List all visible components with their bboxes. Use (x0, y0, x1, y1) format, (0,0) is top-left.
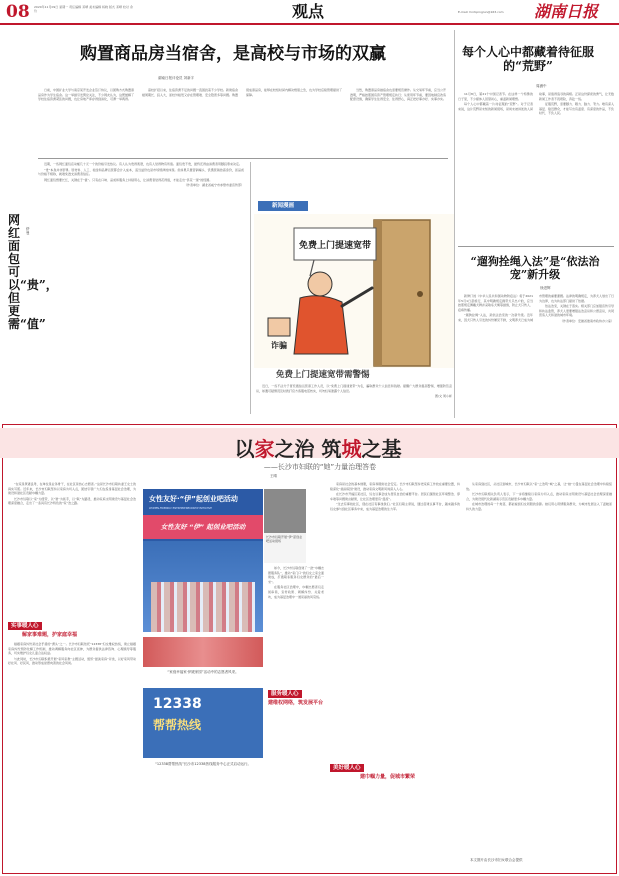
divider (250, 162, 251, 414)
paragraph: “过去有事找社区，现在社区有事找我们。”社区妇联主席说，通过搭建议事平台，越来越多的妇女参与到社区事务中来，成为基层治理的生力军。 (330, 502, 460, 511)
paragraph: 长沙市妇联以“家”为纽带，以“智”为抓手，以“联”为路径，推动家庭文明建设与基层社会治理深度融合，走出了一条具有长沙特色的“家”治之路。 (8, 496, 136, 506)
feature-headline (188, 438, 448, 460)
right-bottom-byline: 徐进辉 (540, 286, 551, 290)
hotline-label: 帮帮热线 (153, 718, 202, 732)
photo-stage-banner (143, 515, 263, 539)
section-subhead: 建维权网络，筑发展平台 (268, 700, 324, 706)
paper-name-logo: 湖南日报 (534, 2, 599, 21)
right-bottom-body (458, 294, 614, 414)
cartoon-sign-text: 免费上门提速宽带 (298, 240, 372, 250)
photo-title: 女性友好·“伊”起创业吧活动 (149, 495, 238, 503)
paragraph: 婚姻家庭纠纷是社会矛盾的“源头”之一。长沙市妇联依托“12338”妇女维权热线，建立婚姻家庭纠纷预防化解工作机制，推动调解服务向社区延伸，为群众提供法律咨询、心理疏导等服务，切实维护妇女儿童合法权益。 (8, 642, 136, 656)
section-label: 服务暖人心 (268, 690, 302, 698)
vertical-body (38, 162, 244, 402)
feature-subtitle: ——长沙市妇联的“她”力量治理答卷 (263, 463, 377, 471)
right-top-byline: 周涵中 (536, 84, 547, 88)
feature-byline: 王晴 (270, 474, 277, 478)
photo-subtitle: WOMEN-FRIENDLY ENTREPRENEURSHIP INITIATIVE (149, 507, 212, 510)
right-top-body (458, 92, 614, 242)
cartoon-description (256, 384, 452, 410)
headline-part: 以 (234, 437, 255, 461)
right-top-headline: 每个人心中都藏着待征服的“荒野” (461, 45, 594, 73)
section1-body (8, 642, 136, 862)
paragraph: 日前，中国矿业大学与南京某开发企业签订协议，以团购方式购置商品房作为学生宿舍。这一举措引发舆论关注，不少网友认为，这既缓解了学校住宿资源紧张的问题，也让房地产库存得到消化，可谓一举两得。 (38, 88, 135, 102)
paragraph: “在家是贤妻良母，在单位是业务骨干，在社区是热心志愿者。”这是长沙市妇联执委王女士的真实写照。近年来，长沙市妇联坚持以家庭为切入点，团结引领广大妇女投身基层社会治理，为建设和谐社区贡献巾帼力量。 (8, 482, 136, 496)
paragraph: 近期，一些网红面包店动辄几十元一个的价格引发热议。有人认为贵得离谱，也有人觉得物有所值。面包贵不贵，最终还得由消费者用脚投票来决定。 (44, 162, 243, 166)
illustrator: 图/文 周小彬 (435, 394, 452, 399)
column-label (258, 201, 308, 211)
right-bottom-headline: “遛狗拴绳入法”是“依法治宠”新升级 (470, 255, 600, 281)
feature-col3 (330, 482, 460, 852)
paragraph: 11月8日，第21个中国记者节。在这样一个特殊的日子里，不少媒体人回望初心，重温新闻理想。 (458, 92, 533, 101)
side-photo (264, 489, 306, 563)
vertical-headline: 网红面包可以“贵”，但更需“值” (8, 213, 58, 331)
paragraph: 高校扩招以来，住宿资源不足的问题一直困扰着不少学校。新建宿舍楼周期长、投入大，而校外租赁又存在管理难、安全隐患多等问题。购置现成商品房，能够在较短时间内解决燃眉之急，也为学校后续管理提供了保障。 (142, 88, 343, 97)
side-photo-caption: 长沙市妇联开展“伊”起创业吧活动现场 (266, 535, 303, 543)
lead-headline: 购置商品房当宿舍，是高校与市场的双赢 (80, 44, 386, 64)
headline-part-red: 城 (341, 437, 362, 461)
section-label: 实事暖人心 (8, 622, 42, 630)
headline-part-red: 家 (254, 437, 275, 461)
headline-part: 之基 (361, 437, 402, 461)
paragraph: 在服务社区治理中，巾帼志愿者们走街串巷，宣传政策、调解纠纷、关爱老幼，成为基层治理中一道亮丽的风景线。 (268, 585, 324, 599)
edition-meta: 2020年11月09日 星期一 责任编辑 邓晴 美术编辑 杨晓 版式 邓晴 校对 余玲 (34, 5, 133, 13)
paragraph: “贵”本身并非原罪。原材料、人工、租金和品牌运营都会计入成本，适当溢价也是市场规律的体现。但如果只靠营销噱头、饥饿营销抬高身价，而品质与价格不相称，就难免透支消费者信任。 (38, 167, 244, 177)
paragraph: 新修订的《中华人民共和国动物防疫法》将于2021年5月1日起施行，其中明确规定携带犬只出户的，应当按照规定佩戴犬牌并采取系犬绳等措施，防止犬只伤人、疫病传播。 (458, 294, 534, 312)
cartoon-label: 诈骗 (271, 341, 287, 350)
page-number: 08 (6, 2, 30, 22)
paragraph: 近日，一些不法分子冒充通信运营商工作人员，以“免费上门提速宽带”为名，骗取群众个人信息和钱财。提醒广大群众提高警惕，增强防范意识，如遇可疑情况及时拨打官方客服电话核实，切勿轻易泄露个人信息。 (256, 384, 452, 393)
divider (454, 30, 455, 418)
divider (458, 246, 614, 247)
source-note: （作者单位：湖北省咸宁市赤壁市委宣传部） (183, 183, 244, 188)
column-label-text: 新闻漫画 (271, 203, 294, 209)
masthead-rule (0, 23, 619, 25)
paragraph: 征服荒野，需要脚力、眼力、脑力、笔力。唯有深入基层、贴近群众，才能写出有温度、有深度的作品，不负时代、不负人民。 (539, 102, 615, 116)
section-subhead: 建巾帼力量，促城市繁荣 (360, 774, 416, 780)
feature-col4 (466, 482, 612, 852)
section-label: 美好暖人心 (330, 764, 364, 772)
source-note: （作者单位：安徽省淮南市政协办公室） (559, 318, 614, 323)
headline-part: 之治 筑 (274, 437, 342, 461)
paragraph: 当然，购置商品房做宿舍也需要规范操作。从交易环节看，应当公开透明，严格按照国有资产管理规定执行；从使用环节看，要因地制宜改造配套设施，确保学生住得安全、住得舒心，真正把好事办好、实事办实。 (350, 88, 447, 102)
paragraph: 与此同时，长沙市妇联积极开展“家风家教”主题活动，组织“最美家庭”评选，以好家风带动好社风、好民风，推动形成崇德向善的社会风尚。 (8, 656, 136, 666)
paragraph: 如今，长沙市妇联创建了一批“巾帼志愿服务队”，推动“家门口”的妇女之家全面建成，打通联系服务妇女群众的“最后一米”。 (268, 566, 324, 584)
photo-credit: 本文图片由长沙市妇女联合会提供 (470, 858, 523, 862)
feature-intro (8, 482, 136, 602)
paragraph: 网红面包想要长红，关键在于“值”。只有在口味、品质和服务上持续用心，让消费者觉得花得值，才能走出“昙花一现”的怪圈。 (44, 177, 213, 182)
group-photo (143, 637, 263, 667)
lead-body (38, 88, 446, 154)
paragraph: 在城市治理的每一个角落，都能看到妇女同胞的身影。她们用心用情服务群众，为城市发展注入了温暖而持久的力量。 (466, 502, 612, 511)
lead-byline: 湖南日报评论员 刘新宇 (158, 76, 195, 80)
event-photo (143, 489, 263, 632)
feature-col2 (268, 566, 324, 684)
paragraph: 家庭是社会的基本细胞，家庭和睦则社会安定。长沙市妇联坚持把家庭工作放在重要位置，持续深化“美丽家园”建设，推动家庭文明新风尚深入人心。 (330, 482, 460, 491)
hotline-number: 12338 (153, 696, 202, 712)
paragraph: 依法治宠，关键在于落实。相关部门应加强宣传引导和执法监管，养犬人更要增强法治意识和公德意识，共同营造人犬和谐的城市环境。 (539, 304, 615, 318)
paragraph: 长沙市妇联相关负责人表示，下一步将继续以家庭为切入点，推动家庭文明建设与基层社会治理深度融合，为建设现代化新湖南示范区贡献更多巾帼力量。 (466, 492, 612, 501)
news-cartoon (254, 214, 454, 368)
photo-crowd (143, 541, 263, 632)
section-subhead: 解家事难题，护家庭幸福 (22, 632, 78, 638)
group-photo-caption: “家庭幸福家·伊媛家园”活动中的志愿者风采。 (167, 670, 239, 674)
paragraph: 在长沙市开福区某社区，妇女议事会成为居民自治的重要平台。居民们围绕社区环境整治、停车难等问题建言献策，让社区治理更有“温度”。 (330, 492, 460, 501)
hotline-photo-caption: “12338帮帮热线”长沙市12338热线服务中心正式启动运行。 (155, 762, 251, 766)
cartoon-caption: 免费上门提速宽带需警惕 (276, 370, 370, 380)
section-title: 观点 (292, 2, 325, 21)
divider (38, 158, 448, 159)
paragraph: 从家庭到社区，从社区到城市，长沙市妇联以“家”之治筑“城”之基，让“她”力量在基层社会治理中持续绽放。 (466, 482, 612, 491)
photo-stage-text: 女性友好 “伊” 起创业吧活动 (160, 523, 246, 531)
paragraph: 每个人心中都藏着一片待征服的“荒野”。对于记者来说，这片荒野是未知的新闻现场，是尚未被讲述的人间故事，是值得追寻的真相。正是这份探索的勇气，让无数新闻工作者不畏艰险，奔赴一线。 (458, 92, 615, 111)
hotline-photo (143, 688, 263, 758)
contact-email: E-mail: hnrbpinglun@163.com (458, 10, 504, 14)
vertical-byline: 舒曼 (26, 227, 30, 235)
paragraph: “遛狗拴绳”入法，是依法治宠的一次新升级。近年来，因犬只伤人引发的纠纷屡见不鲜，文明养犬已成为城市管理的重要课题。法律的明确规定，为养犬人划出了行为边界，也为执法部门提供了依据。 (458, 294, 615, 322)
